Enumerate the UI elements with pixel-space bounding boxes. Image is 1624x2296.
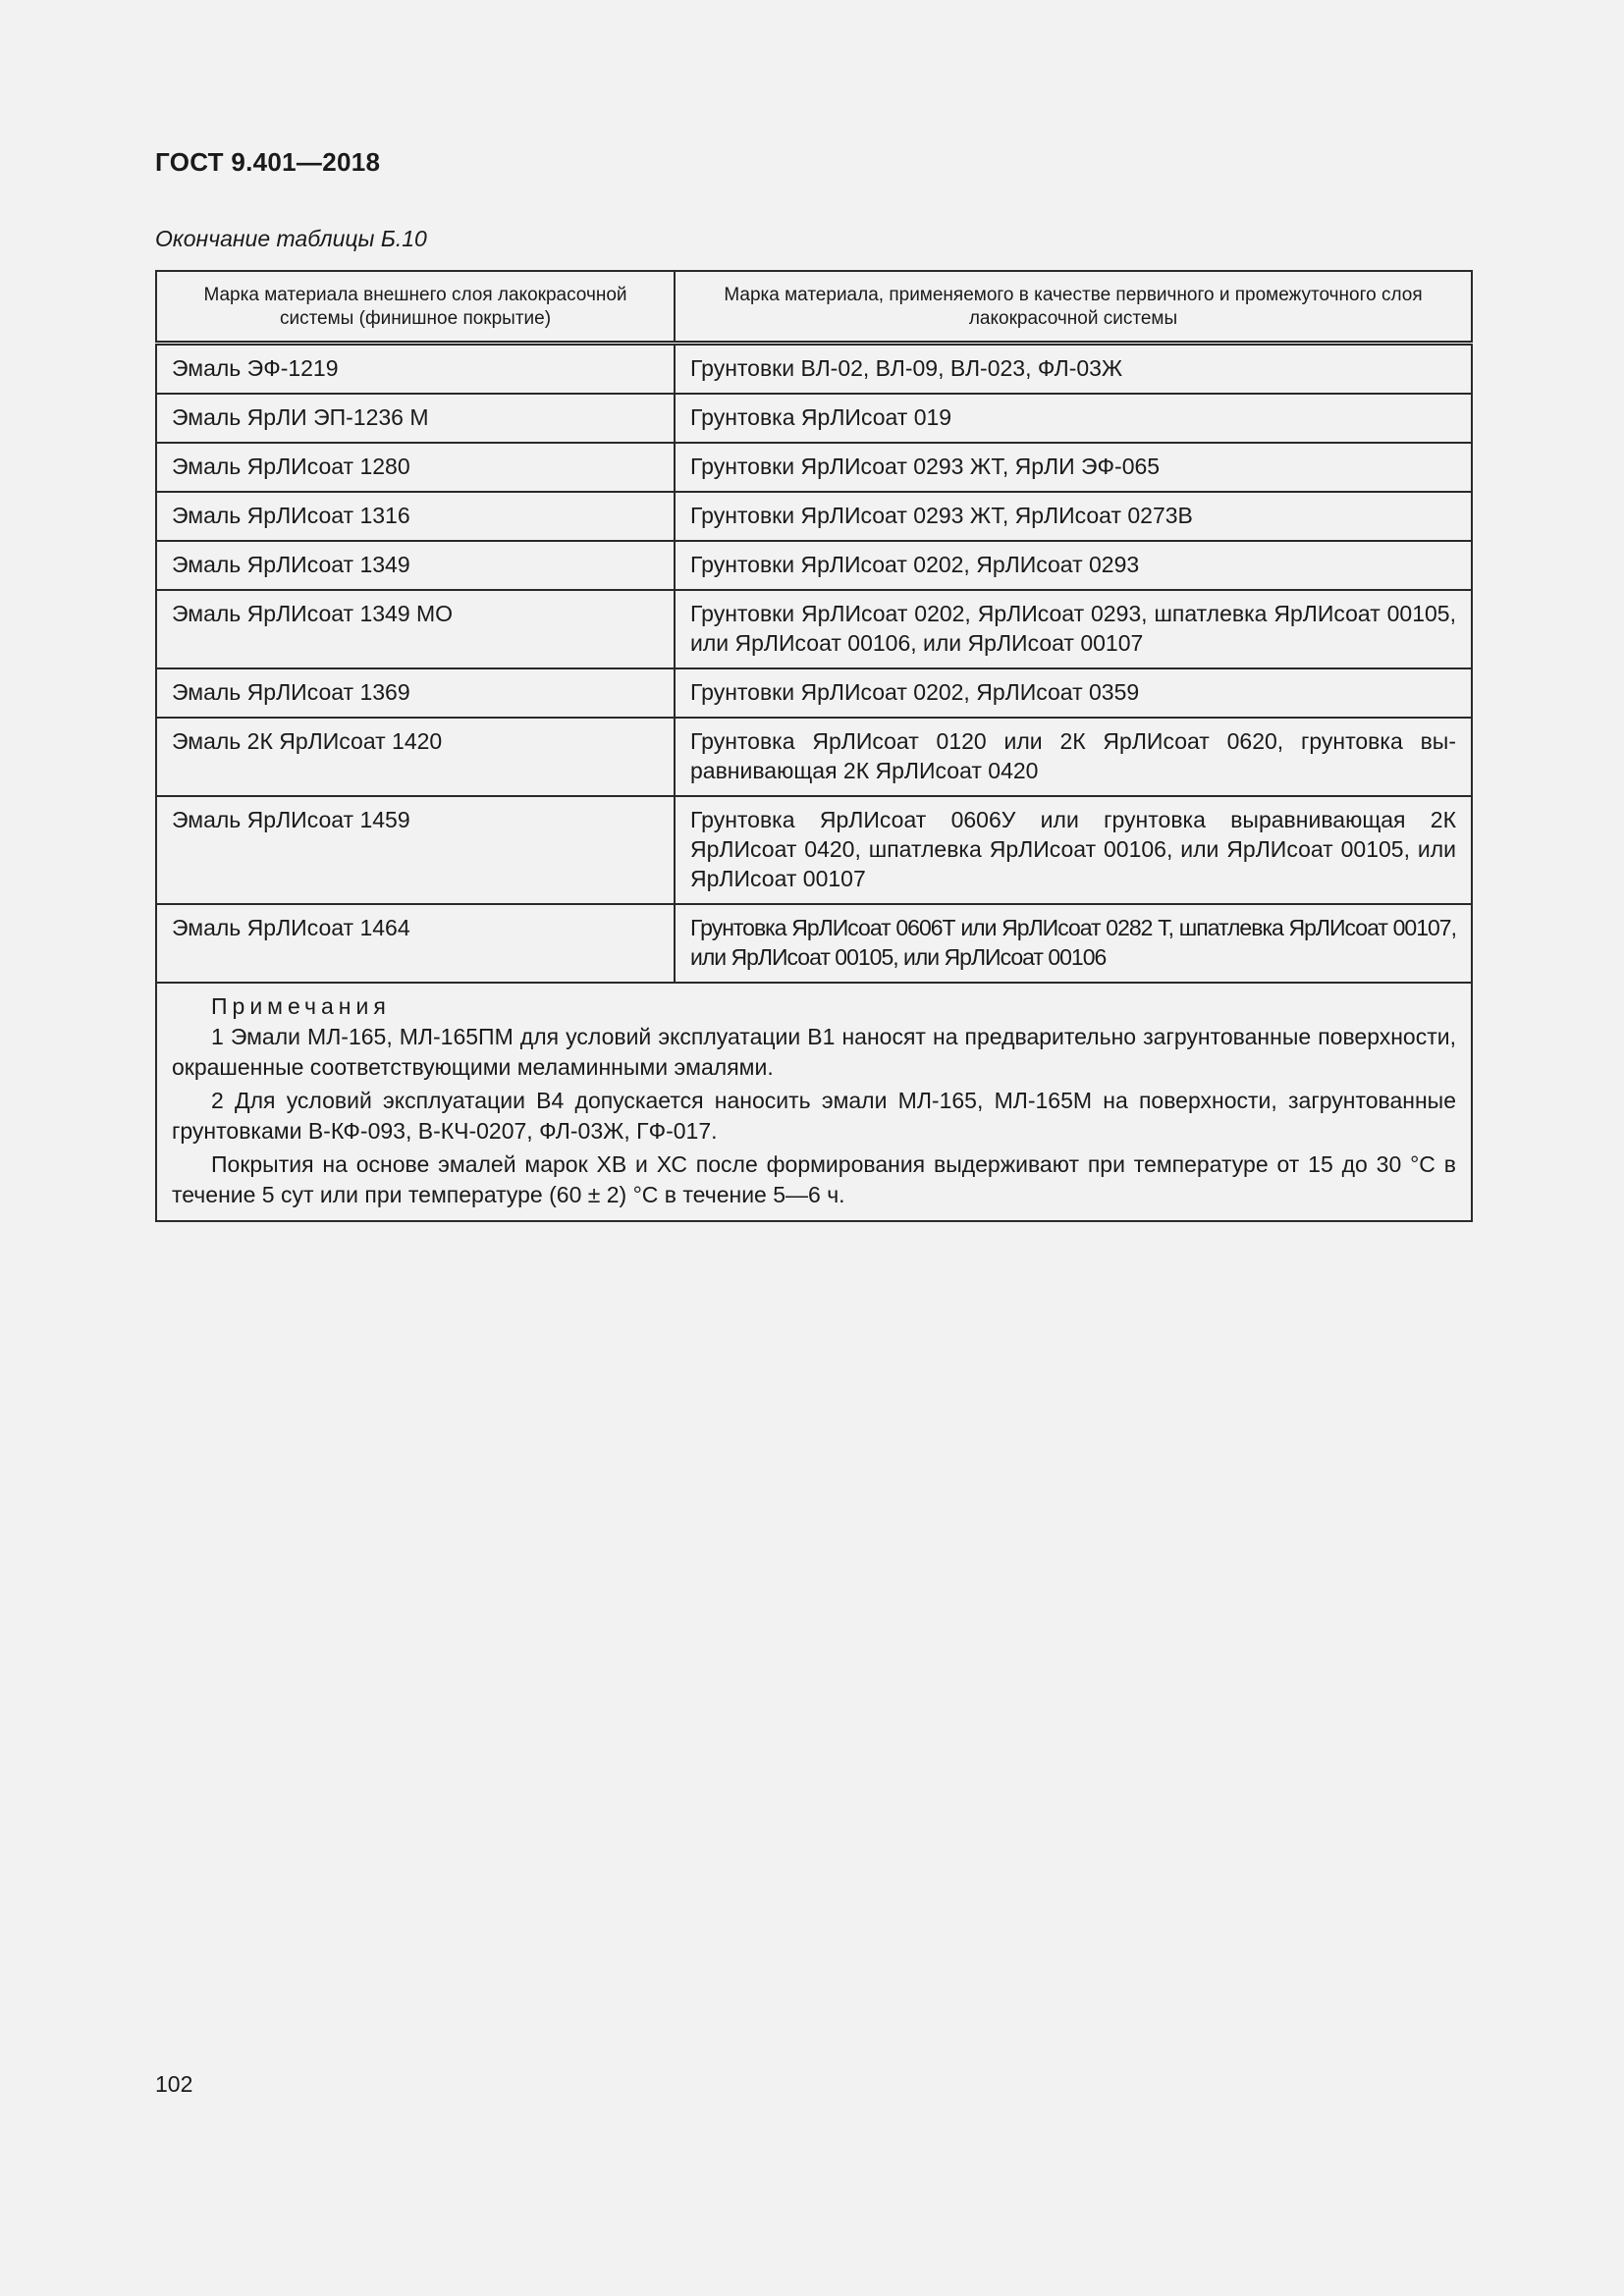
cell-outer-material: Эмаль ЯрЛИсоат 1349 [156,541,675,590]
cell-primer-material: Грунтовки ЯрЛИсоат 0202, ЯрЛИсоат 0293 [675,541,1472,590]
cell-outer-material: Эмаль ЯрЛИ ЭП-1236 М [156,394,675,443]
table-header-row [156,271,1472,344]
materials-table [155,270,1473,1222]
cell-outer-material: Эмаль ЯрЛИсоат 1459 [156,796,675,904]
cell-primer-material: Грунтовки ЯрЛИсоат 0293 ЖТ, ЯрЛИсоат 0273В [675,492,1472,541]
table-row [156,796,1472,904]
cell-primer-material: Грунтовка ЯрЛИсоат 0606У или грунтовка выравнивающая 2К ЯрЛИсоат 0420, шпатлевка ЯрЛИсоат 00106, или ЯрЛИсоат 00105, или ЯрЛИсоат 00107 [675,796,1472,904]
cell-outer-material: Эмаль ЯрЛИсоат 1464 [156,904,675,983]
note-item: 1 Эмали МЛ-165, МЛ-165ПМ для условий эксплуатации В1 наносят на предварительно загрунтованные поверхности, окрашенные соответствующими меламинными эмалями. [172,1024,1456,1080]
cell-primer-material: Грунтовка ЯрЛИсоат 0120 или 2К ЯрЛИсоат 0620, грунтовка выравнивающая 2К ЯрЛИсоат 0420 [675,718,1472,796]
cell-primer-material: Грунтовки ВЛ-02, ВЛ-09, ВЛ-023, ФЛ-03Ж [675,344,1472,395]
cell-outer-material: Эмаль ЯрЛИсоат 1349 МО [156,590,675,668]
header-primer-layer: Марка материала, применяемого в качестве первичного и промежуточного слоя лакокрасочной системы [675,271,1472,344]
notes-cell [156,983,1472,1221]
cell-primer-material: Грунтовки ЯрЛИсоат 0293 ЖТ, ЯрЛИ ЭФ-065 [675,443,1472,492]
page-number: 102 [155,2071,193,2097]
table-row [156,394,1472,443]
cell-outer-material: Эмаль ЭФ-1219 [156,344,675,395]
standard-title: ГОСТ 9.401—2018 [155,147,381,177]
table-row [156,541,1472,590]
header-outer-layer: Марка материала внешнего слоя лакокрасочной системы (финишное покрытие) [156,271,675,344]
cell-outer-material: Эмаль 2К ЯрЛИсоат 1420 [156,718,675,796]
cell-outer-material: Эмаль ЯрЛИсоат 1316 [156,492,675,541]
note-item: Покрытия на основе эмалей марок ХВ и ХС после формирования выдерживают при температуре от 15 до 30 °С в течение 5 сут или при температуре (60 ± 2) °С в течение 5—6 ч. [172,1151,1456,1207]
cell-primer-material: Грунтовка ЯрЛИсоат 0606Т или ЯрЛИсоат 0282 Т, шпатлевка ЯрЛИсоат 00107, или ЯрЛИсоат 00105, или ЯрЛИсоат 00106 [675,904,1472,983]
cell-outer-material: Эмаль ЯрЛИсоат 1280 [156,443,675,492]
table-row [156,443,1472,492]
cell-primer-material: Грунтовка ЯрЛИсоат 019 [675,394,1472,443]
table-row [156,492,1472,541]
cell-outer-material: Эмаль ЯрЛИсоат 1369 [156,668,675,718]
table-row [156,344,1472,395]
table-row [156,590,1472,668]
table-row [156,668,1472,718]
table-row [156,904,1472,983]
notes-title: Примечания [211,993,391,1019]
notes-row [156,983,1472,1221]
note-item: 2 Для условий эксплуатации В4 допускается наносить эмали МЛ-165, МЛ-165М на поверхности, загрунтованные грунтовками В-КФ-093, В-КЧ-0207, ФЛ-03Ж, ГФ-017. [172,1088,1456,1144]
cell-primer-material: Грунтовки ЯрЛИсоат 0202, ЯрЛИсоат 0293, шпатлевка ЯрЛИсоат 00105, или ЯрЛИсоат 00106, или ЯрЛИсоат 00107 [675,590,1472,668]
table-row [156,718,1472,796]
cell-primer-material: Грунтовки ЯрЛИсоат 0202, ЯрЛИсоат 0359 [675,668,1472,718]
table-caption: Окончание таблицы Б.10 [155,226,427,251]
